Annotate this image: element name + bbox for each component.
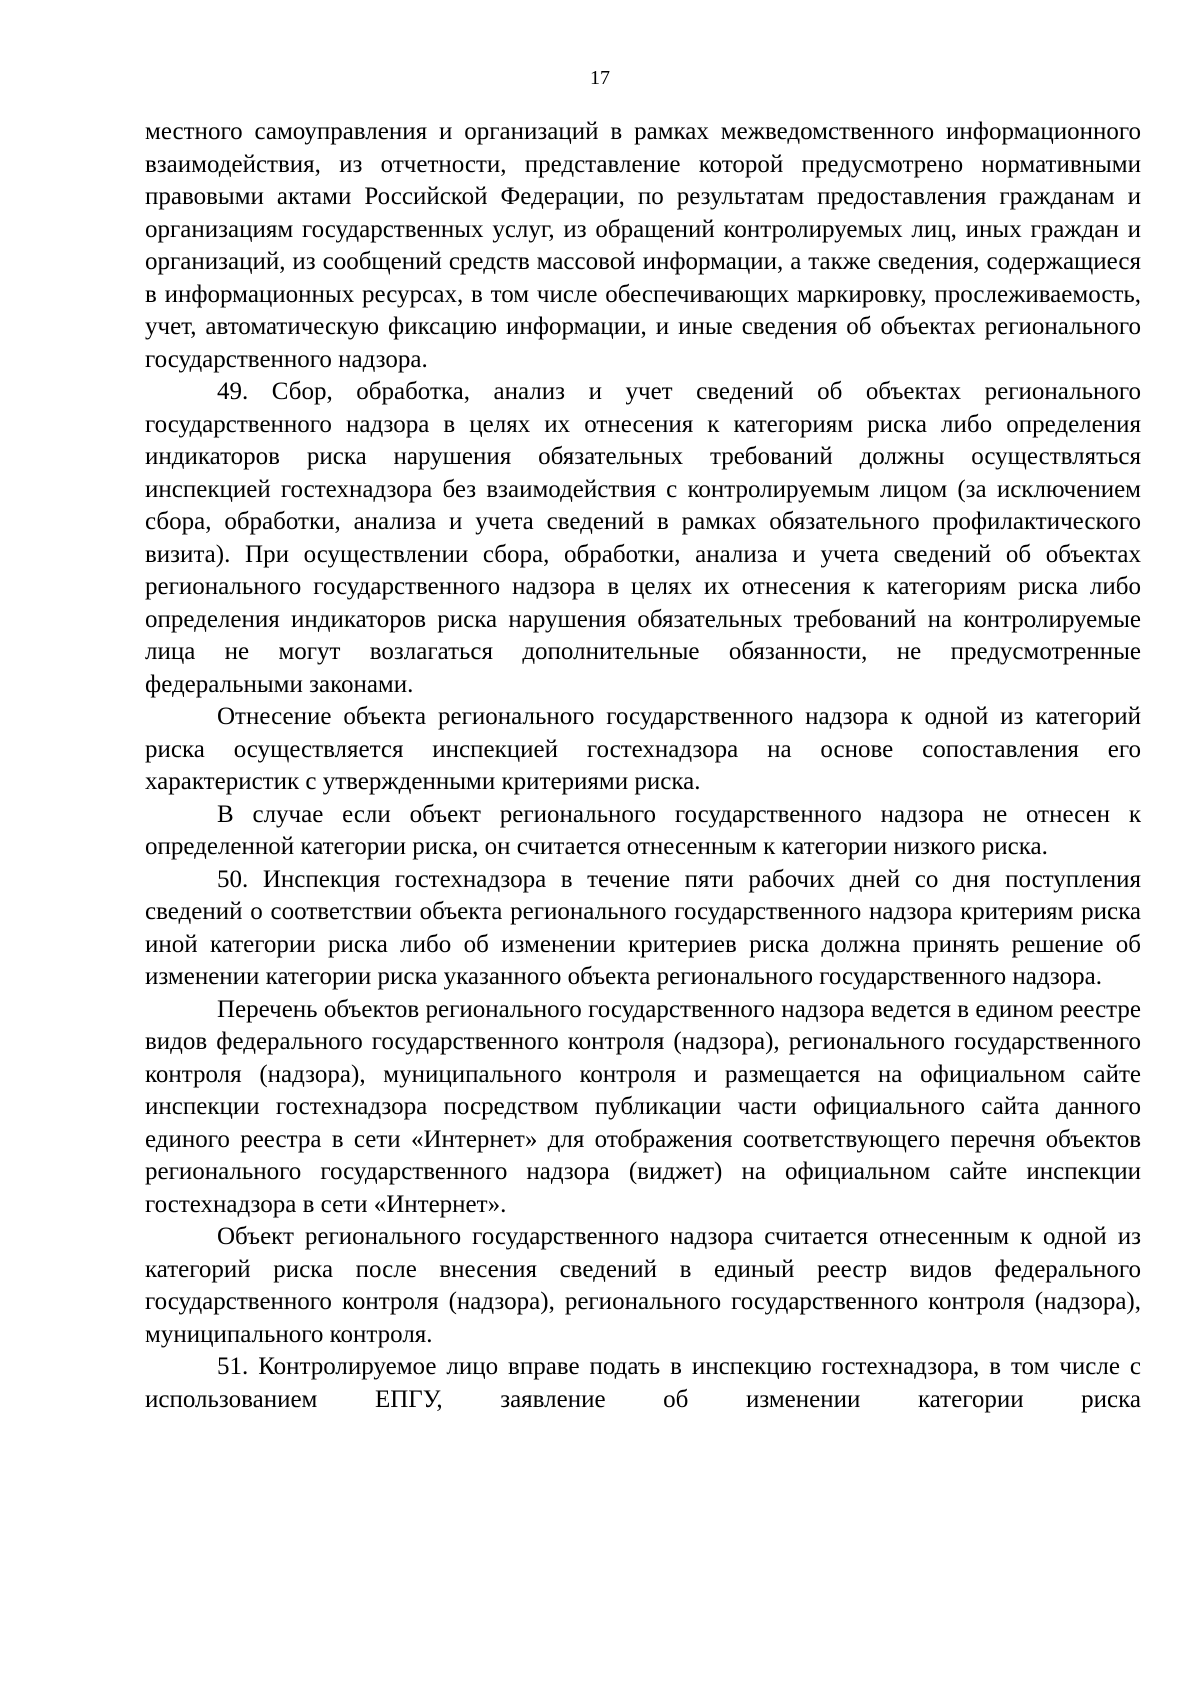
paragraph-item-50: 50. Инспекция гостехнадзора в течение пяти рабочих дней со дня поступления сведений о соответствии объекта регионального государственного надзора критериям риска иной категории риска либо об изменении критериев риска должна принять решение об изменении категории риска указанного объекта регионального государственного надзора.	[145, 865, 1141, 990]
paragraph-risk-registry: Объект регионального государственного надзора считается отнесенным к одной из категорий риска после внесения сведений в единый реестр видов федерального государственного контроля (надзора), регионального государственного контроля (надзора), муниципального контроля.	[145, 1223, 1141, 1348]
document-body	[145, 116, 1141, 1416]
page-number: 17	[590, 67, 610, 89]
paragraph-item-49: 49. Сбор, обработка, анализ и учет сведений об объектах регионального государственного надзора в целях их отнесения к категориям риска либо определения индикаторов риска нарушения обязательных требований должны осуществляться инспекцией гостехнадзора без взаимодействия с контролируемым лицом (за исключением сбора, обработки, анализа и учета сведений в рамках обязательного профилактического визита). При осуществлении сбора, обработки, анализа и учета сведений об объектах регионального государственного надзора в целях их отнесения к категориям риска либо определения индикаторов риска нарушения обязательных требований на контролируемые лица не могут возлагаться дополнительные обязанности, не предусмотренные федеральными законами.	[145, 378, 1141, 698]
paragraph-low-risk-default: В случае если объект регионального государственного надзора не отнесен к определенной категории риска, он считается отнесенным к категории низкого риска.	[145, 800, 1141, 860]
paragraph-risk-assignment: Отнесение объекта регионального государственного надзора к одной из категорий риска осуществляется инспекцией гостехнадзора на основе сопоставления его характеристик с утвержденными критериями риска.	[145, 703, 1141, 795]
paragraph-objects-list: Перечень объектов регионального государственного надзора ведется в едином реестре видов федерального государственного контроля (надзора), регионального государственного контроля (надзора), муниципального контроля и размещается на официальном сайте инспекции гостехнадзора посредством публикации части официального сайта данного единого реестра в сети «Интернет» для отображения соответствующего перечня объектов регионального государственного надзора (виджет) на официальном сайте инспекции гостехнадзора в сети «Интернет».	[145, 995, 1141, 1218]
paragraph-item-51: 51. Контролируемое лицо вправе подать в инспекцию гостехнадзора, в том числе с использованием ЕПГУ, заявление об изменении категории риска	[145, 1353, 1141, 1413]
paragraph-continuation: местного самоуправления и организаций в рамках межведомственного информационного взаимодействия, из отчетности, представление которой предусмотрено нормативными правовыми актами Российской Федерации, по результатам предоставления гражданам и организациям государственных услуг, из обращений контролируемых лиц, иных граждан и организаций, из сообщений средств массовой информации, а также сведения, содержащиеся в информационных ресурсах, в том числе обеспечивающих маркировку, прослеживаемость, учет, автоматическую фиксацию информации, и иные сведения об объектах регионального государственного надзора.	[145, 118, 1141, 373]
